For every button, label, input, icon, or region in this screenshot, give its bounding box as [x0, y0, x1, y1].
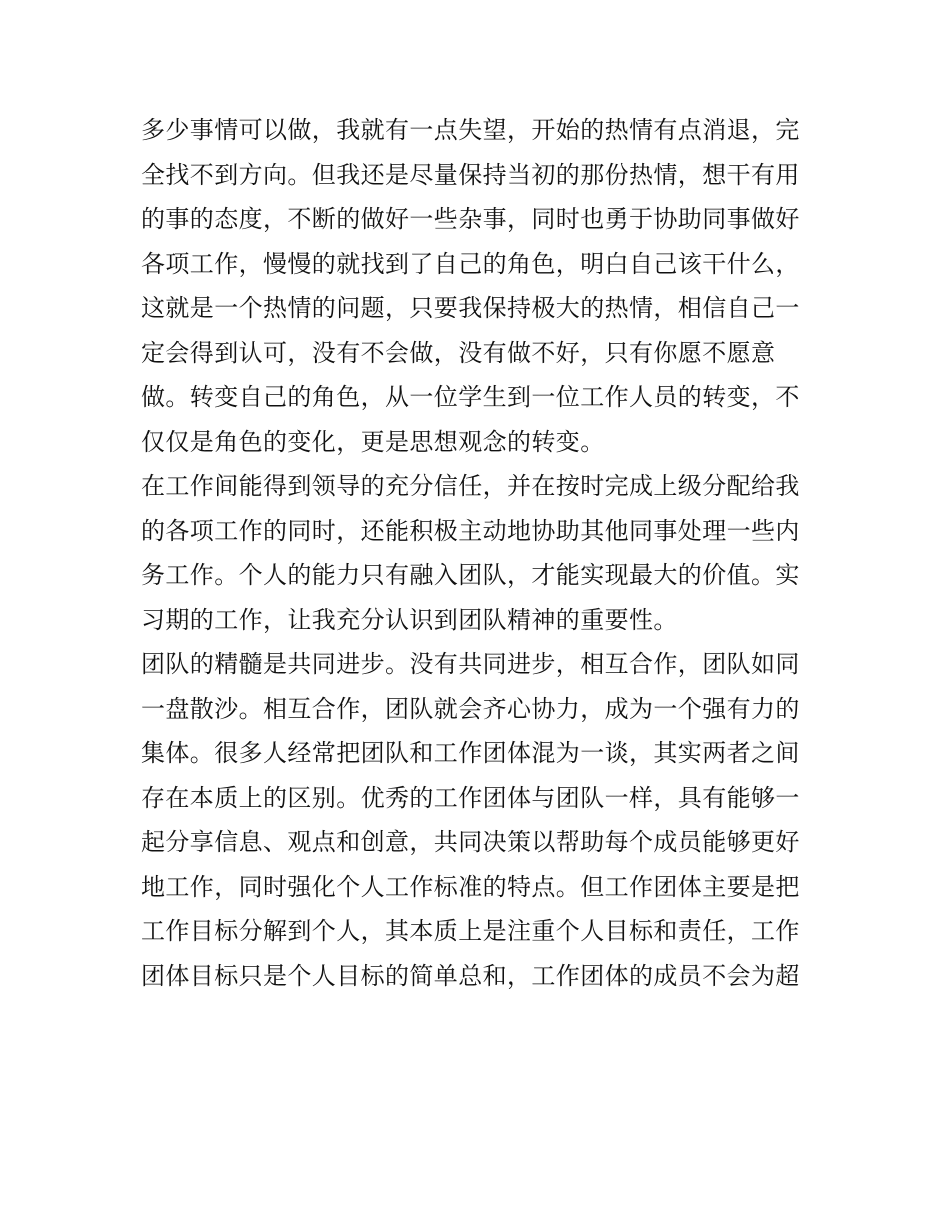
- body-text: [141, 108, 813, 998]
- text-line: 集体。很多人经常把团队和工作团体混为一谈，其实两者之间: [141, 739, 800, 767]
- text-line: 这就是一个热情的问题，只要我保持极大的热情，相信自己一: [141, 294, 800, 322]
- text-line: 团体目标只是个人目标的简单总和，工作团体的成员不会为超: [141, 961, 800, 990]
- text-line: 工作目标分解到个人，其本质上是注重个人目标和责任，工作: [141, 917, 800, 945]
- text-line: 起分享信息、观点和创意，共同决策以帮助每个成员能够更好: [141, 828, 800, 856]
- text-line: 地工作，同时强化个人工作标准的特点。但工作团体主要是把: [141, 872, 800, 901]
- text-line: 各项工作，慢慢的就找到了自己的角色，明白自己该干什么，: [141, 249, 800, 278]
- text-line: 务工作。个人的能力只有融入团队，才能实现最大的价值。实: [141, 561, 800, 589]
- text-line: 的各项工作的同时，还能积极主动地协助其他同事处理一些内: [141, 516, 800, 545]
- text-line: 习期的工作，让我充分认识到团队精神的重要性。: [141, 605, 678, 634]
- text-line: 多少事情可以做，我就有一点失望，开始的热情有点消退，完: [141, 116, 800, 144]
- text-line: 的事的态度，不断的做好一些杂事，同时也勇于协助同事做好: [141, 205, 800, 233]
- text-line: 一盘散沙。相互合作，团队就会齐心协力，成为一个强有力的: [141, 694, 800, 723]
- text-line: 在工作间能得到领导的充分信任，并在按时完成上级分配给我: [141, 472, 800, 500]
- text-line: 全找不到方向。但我还是尽量保持当初的那份热情，想干有用: [141, 160, 800, 189]
- text-line: 团队的精髓是共同进步。没有共同进步，相互合作，团队如同: [141, 650, 800, 678]
- text-line: 定会得到认可，没有不会做，没有做不好，只有你愿不愿意: [141, 338, 776, 367]
- text-line: 做。转变自己的角色，从一位学生到一位工作人员的转变，不: [141, 383, 800, 411]
- text-line: 仅仅是角色的变化，更是思想观念的转变。: [141, 427, 605, 456]
- text-line: 存在本质上的区别。优秀的工作团体与团队一样，具有能够一: [141, 783, 800, 812]
